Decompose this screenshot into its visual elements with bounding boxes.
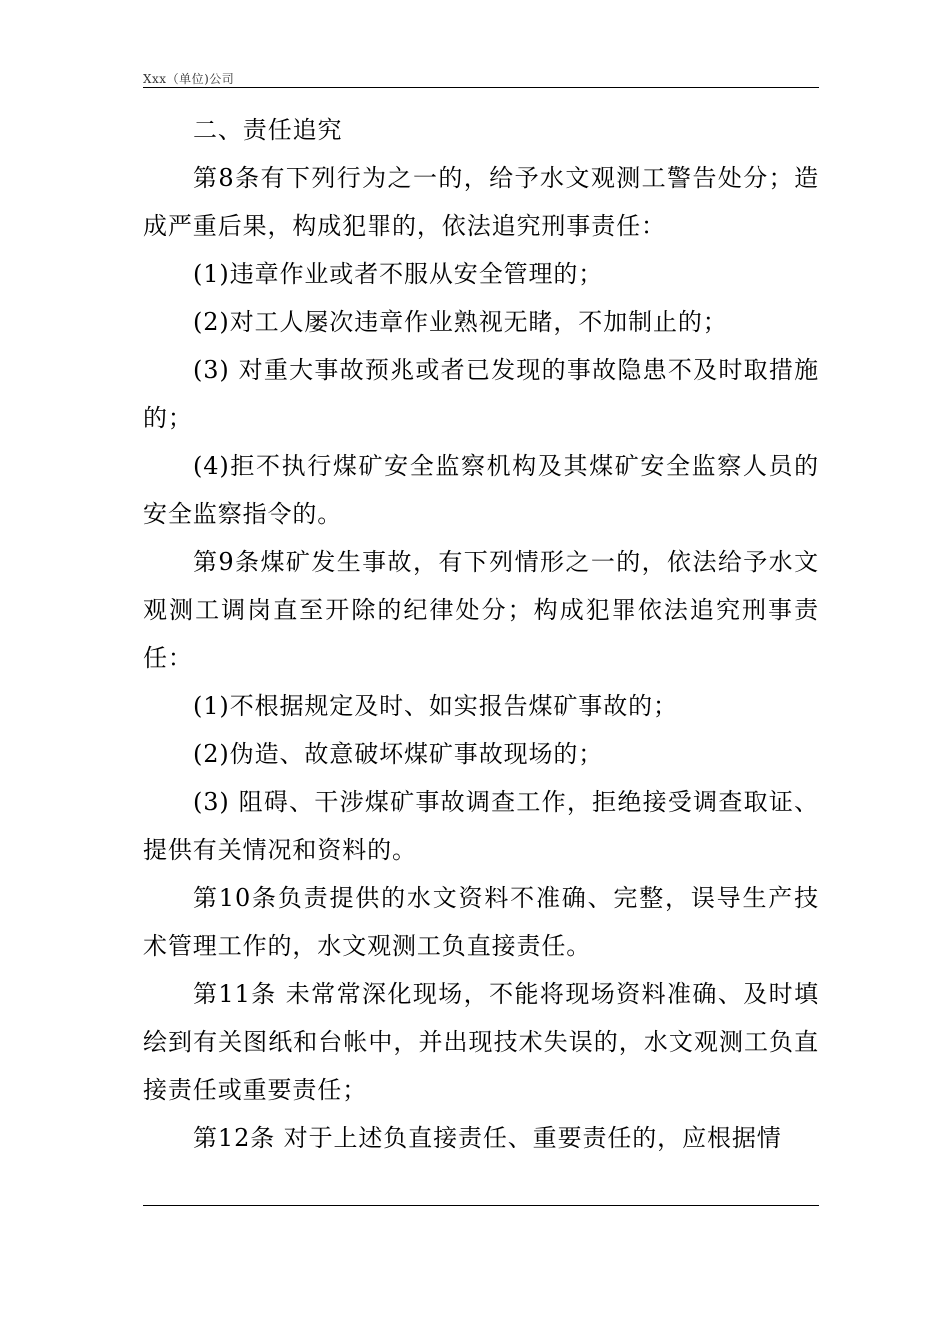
article-8-item-2: (2)对工人屡次违章作业熟视无睹，不加制止的； [193,308,728,336]
article-10: 第10条负责提供的水文资料不准确、完整，误导生产技术管理工作的，水文观测工负直接责任。 [143,884,819,960]
document-body [143,106,819,1162]
footer-divider [143,1205,819,1206]
article-9-item-3: (3) 阻碍、干涉煤矿事故调查工作，拒绝接受调查取证、提供有关情况和资料的。 [143,788,819,864]
header-divider [143,87,819,88]
article-11: 第11条 未常常深化现场，不能将现场资料准确、及时填绘到有关图纸和台帐中，并出现技术失误的，水文观测工负直接责任或重要责任； [143,980,819,1104]
article-8-item-1: (1)违章作业或者不服从安全管理的； [193,260,604,288]
article-9: 第9条煤矿发生事故，有下列情形之一的，依法给予水文观测工调岗直至开除的纪律处分；构成犯罪依法追究刑事责任： [143,548,819,672]
page-header-company: Xxx（单位)公司 [143,72,235,86]
article-8: 第8条有下列行为之一的，给予水文观测工警告处分；造成严重后果，构成犯罪的，依法追究刑事责任： [143,164,819,240]
article-12: 第12条 对于上述负直接责任、重要责任的，应根据情 [193,1124,782,1152]
article-9-item-1: (1)不根据规定及时、如实报告煤矿事故的； [193,692,678,720]
article-8-item-4: (4)拒不执行煤矿安全监察机构及其煤矿安全监察人员的安全监察指令的。 [143,452,819,528]
article-9-item-2: (2)伪造、故意破坏煤矿事故现场的； [193,740,604,768]
section-heading: 二、责任追究 [193,116,343,144]
article-8-item-3: (3) 对重大事故预兆或者已发现的事故隐患不及时取措施的； [143,356,819,432]
